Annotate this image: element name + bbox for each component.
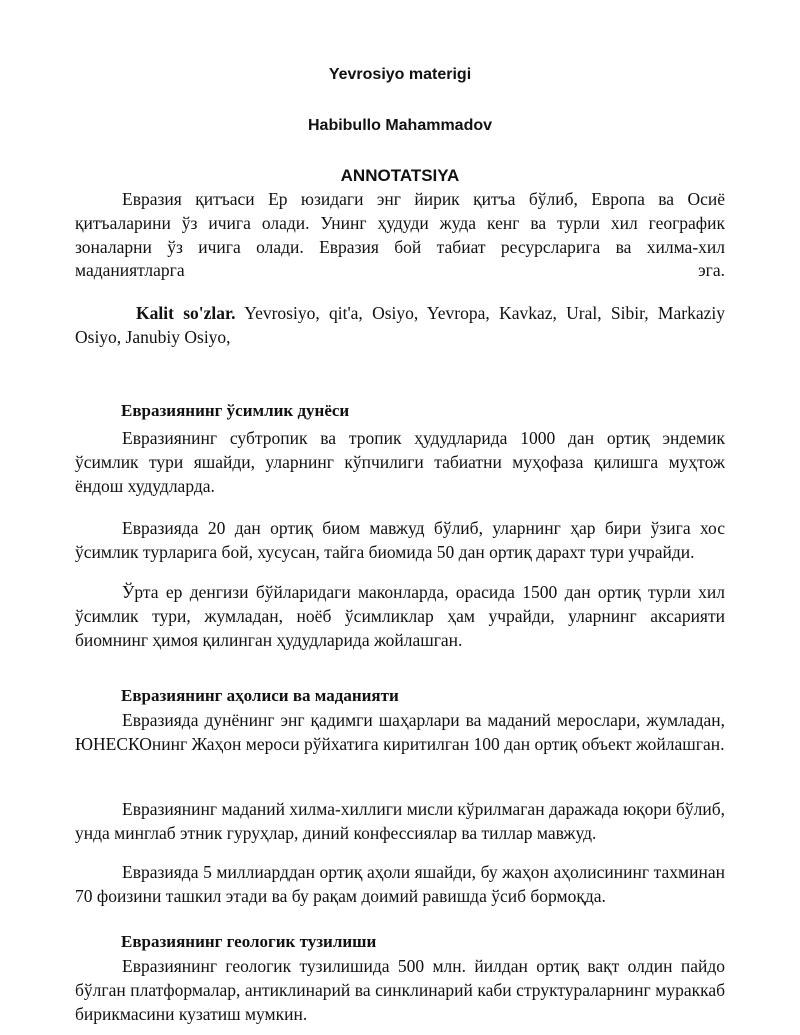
paragraph-population-3: Евразияда 5 миллиарддан ортиқ аҳоли яшайди, бу жаҳон аҳолисининг тахминан 70 фоизини ташкил этади ва бу рақам доимий равишда ўсиб бормоқда. <box>75 862 725 906</box>
paragraph-population-2: Евразиянинг маданий хилма-хиллиги мисли кўрилмаган даражада юқори бўлиб, унда минглаб этник гуруҳлар, диний конфессиялар ва тиллар мавжуд. <box>75 799 725 843</box>
paragraph-flora-1: Евразиянинг субтропик ва тропик ҳудудларида 1000 дан ортиқ эндемик ўсимлик тури яшайди, уларнинг кўпчилиги табиатни муҳофаза қилишга муҳтож ёндош худудларда. <box>75 428 725 496</box>
section-heading-geology: Евразиянинг геологик тузилиши <box>121 932 377 951</box>
section-heading-flora: Евразиянинг ўсимлик дунёси <box>121 401 350 420</box>
keywords-label: Kalit so'zlar. <box>136 303 236 323</box>
keywords-text: Yevrosiyo, qit'a, Osiyo, Yevropa, Kavkaz, Ural, Sibir, Markaziy Osiyo, Janubiy Osiyo, <box>75 303 725 347</box>
paragraph-flora-3: Ўрта ер денгизи бўйларидаги маконларда, орасида 1500 дан ортиқ турли хил ўсимлик тури, жумладан, ноёб ўсимликлар ҳам учрайди, уларнинг аксарияти биомнинг ҳимоя қилинган ҳудудларида жойлашган. <box>75 582 725 650</box>
section-heading-population: Евразиянинг аҳолиси ва маданияти <box>121 686 399 705</box>
annotation-paragraph: Евразия қитъаси Ер юзидаги энг йирик қитъа бўлиб, Европа ва Осиё қитъаларини ўз ичига олади. Унинг ҳудуди жуда кенг ва турли хил географик зоналарни ўз ичига олади. Евразия бой табиат ресурсларига ва хилма-хил маданиятларга эга. <box>75 189 725 281</box>
document-title: Yevrosiyo materigi <box>328 66 472 83</box>
annotation-heading: ANNOTATSIYA <box>340 166 460 185</box>
author-name: Habibullo Mahammadov <box>307 117 493 134</box>
paragraph-geology-1: Евразиянинг геологик тузилишида 500 млн. йилдан ортиқ вақт олдин пайдо бўлган платформалар, антиклинарий ва синклинарий каби структураларнинг мураккаб бирикмасини кузатиш мумкин. <box>75 956 725 1024</box>
paragraph-population-1: Евразияда дунёнинг энг қадимги шаҳарлари ва маданий мерослари, жумладан, ЮНЕСКОнинг Жаҳон мероси рўйхатига киритилган 100 дан ортиқ объект жойлашган. <box>75 710 725 754</box>
keywords-paragraph <box>75 302 725 350</box>
paragraph-flora-2: Евразияда 20 дан ортиқ биом мавжуд бўлиб, уларнинг ҳар бири ўзига хос ўсимлик турларига бой, хусусан, тайга биомида 50 дан ортиқ дарахт тури учрайди. <box>75 518 725 562</box>
